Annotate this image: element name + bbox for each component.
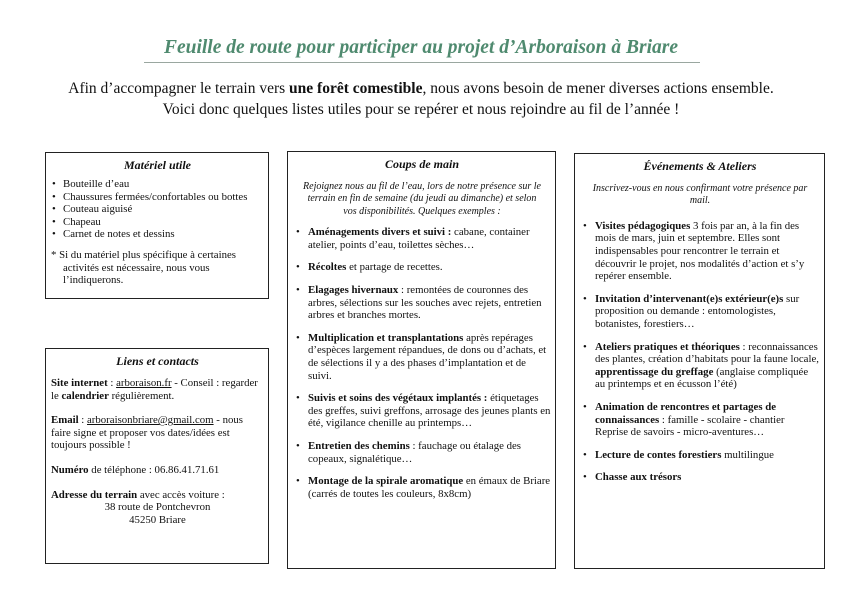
intro-text-pre: Afin d’accompagner le terrain vers bbox=[68, 80, 290, 97]
item-heading-2: apprentissage du greffage bbox=[595, 365, 714, 378]
email-paragraph bbox=[51, 414, 264, 452]
coups-subtitle: Rejoignez nous au fil de l’eau, lors de notre présence sur le terrain en fin de semaine (du jeudi au dimanche) et selon vos disponibilités. Quelques exemples : bbox=[303, 181, 541, 217]
site-text-end: régulièrement. bbox=[108, 389, 175, 402]
email-label: Email bbox=[51, 414, 79, 427]
email-text: - nous faire signe et proposer vos dates/idées est toujours possible ! bbox=[51, 414, 243, 452]
site-label: Site internet bbox=[51, 377, 108, 389]
events-list bbox=[580, 220, 820, 484]
item-heading: Elagages hivernaux bbox=[308, 284, 399, 296]
item-heading: Récoltes bbox=[308, 261, 347, 274]
list-item: • Chapeau bbox=[51, 216, 264, 229]
list-item bbox=[580, 341, 820, 391]
intro-line-2: Voici donc quelques listes utiles pour se repérer et nous rejoindre au fil de l’année ! bbox=[162, 101, 680, 118]
item-heading: Multiplication et transplantations bbox=[308, 331, 464, 344]
item-text: : fauchage ou étalage des copeaux, signalétique… bbox=[308, 439, 521, 465]
list-item bbox=[580, 293, 820, 331]
list-item bbox=[293, 440, 551, 465]
materiel-box bbox=[45, 152, 269, 299]
intro-text-post: , nous avons besoin de mener diverses actions ensemble. bbox=[422, 80, 774, 97]
intro-text-bold: une forêt comestible bbox=[289, 80, 423, 97]
title-divider bbox=[144, 62, 700, 63]
list-item bbox=[293, 261, 551, 274]
materiel-note: * Si du matériel plus spécifique à certaines activités est nécessaire, nous vous l’indiquerons. bbox=[51, 248, 236, 287]
list-item bbox=[293, 226, 551, 251]
phone-text: de téléphone : 06.86.41.71.61 bbox=[88, 463, 220, 476]
item-text: et partage de recettes. bbox=[346, 261, 443, 274]
address-line-2: 45250 Briare bbox=[129, 513, 186, 526]
list-item: • Couteau aiguisé bbox=[51, 203, 264, 216]
item-heading: Entretien des chemins bbox=[308, 439, 410, 452]
item-heading: Suivis et soins des végétaux implantés : bbox=[308, 392, 488, 405]
item-heading: Lecture de contes forestiers bbox=[595, 448, 722, 461]
coups-title: Coups de main bbox=[384, 157, 459, 171]
email-link[interactable]: arboraisonbriare@gmail.com bbox=[87, 414, 214, 427]
intro-line-1 bbox=[0, 79, 842, 99]
coups-box bbox=[287, 151, 556, 569]
item-text: multilingue bbox=[721, 448, 774, 461]
item-text-2: (anglaise compliquée au printemps et en écusson l’été) bbox=[595, 365, 809, 391]
liens-box bbox=[45, 348, 269, 564]
list-item bbox=[293, 475, 551, 500]
item-heading: Visites pédagogiques bbox=[595, 219, 691, 232]
item-heading: Montage de la spirale aromatique bbox=[308, 475, 464, 488]
list-item bbox=[580, 401, 820, 439]
materiel-list bbox=[51, 178, 264, 241]
site-paragraph bbox=[51, 377, 264, 402]
item-text: après repérages d’espèces largement répandues, de dons ou d’achats, et de sélections il y a des phases d’implantation et de suivi. bbox=[308, 331, 547, 382]
item-text: en émaux de Briare (carrés de toutes les couleurs, 8x8cm) bbox=[308, 475, 551, 500]
site-link[interactable]: arboraison.fr bbox=[116, 377, 172, 389]
page-title: Feuille de route pour participer au projet d’Arboraison à Briare bbox=[163, 37, 679, 58]
phone-label: Numéro bbox=[51, 463, 89, 476]
separator: : bbox=[107, 377, 117, 389]
list-item: • Chaussures fermées/confortables ou bottes bbox=[51, 191, 264, 204]
list-item bbox=[580, 449, 820, 462]
item-text: 3 fois par an, à la fin des mois de mars, juin et septembre. Elles sont indispensables pour rencontrer le terrain et découvrir le projet, nos modalités d’action et s’y repérer ensemble. bbox=[595, 219, 805, 283]
item-text: étiquetages des greffes, suivi greffons, arrosage des jeunes plants en été, vigilance chenille au printemps… bbox=[308, 392, 551, 430]
list-item: • Carnet de notes et dessins bbox=[51, 228, 264, 241]
liens-title: Liens et contacts bbox=[116, 354, 199, 368]
list-item bbox=[580, 471, 820, 484]
address-label: Adresse du terrain bbox=[51, 488, 138, 501]
events-subtitle: Inscrivez-vous en nous confirmant votre présence par mail. bbox=[592, 183, 808, 207]
events-title: Événements & Ateliers bbox=[643, 159, 757, 173]
item-heading: Aménagements divers et suivi : bbox=[308, 226, 452, 239]
list-item: • Bouteille d’eau bbox=[51, 178, 264, 191]
materiel-title: Matériel utile bbox=[124, 158, 191, 172]
item-text: : reconnaissances des plantes, création d’habitats pour la faune locale, bbox=[595, 340, 819, 366]
list-item bbox=[293, 332, 551, 382]
list-item bbox=[580, 220, 820, 283]
item-heading: Invitation d’intervenant(e)s extérieur(e)s bbox=[595, 292, 784, 305]
item-heading: Ateliers pratiques et théoriques bbox=[595, 340, 740, 353]
item-text: : remontées de couronnes des arbres, sélections sur les souches avec rejets, entretien arbres et branches mortes. bbox=[308, 284, 542, 322]
item-text: : famille - scolaire - chantier Reprise de savoirs - micro-aventures… bbox=[595, 413, 785, 439]
item-text: cabane, container atelier, points d’eau, toilettes sèches… bbox=[308, 226, 530, 251]
item-text: sur proposition ou demande : entomologistes, botanistes, forestiers… bbox=[595, 292, 800, 330]
events-box bbox=[574, 153, 825, 569]
separator: : bbox=[78, 414, 87, 427]
item-heading: Chasse aux trésors bbox=[595, 471, 682, 484]
phone-paragraph bbox=[51, 464, 264, 477]
calendrier-label: calendrier bbox=[61, 389, 109, 402]
address-paragraph bbox=[51, 489, 264, 502]
coups-list bbox=[293, 226, 551, 500]
list-item bbox=[293, 284, 551, 322]
site-text: - Conseil : regarder le bbox=[51, 377, 258, 402]
item-heading: Animation de rencontres et partages de connaissances bbox=[595, 400, 777, 426]
address-line-1: 38 route de Pontchevron bbox=[104, 501, 211, 514]
address-text: avec accès voiture : bbox=[137, 488, 225, 501]
list-item bbox=[293, 392, 551, 430]
